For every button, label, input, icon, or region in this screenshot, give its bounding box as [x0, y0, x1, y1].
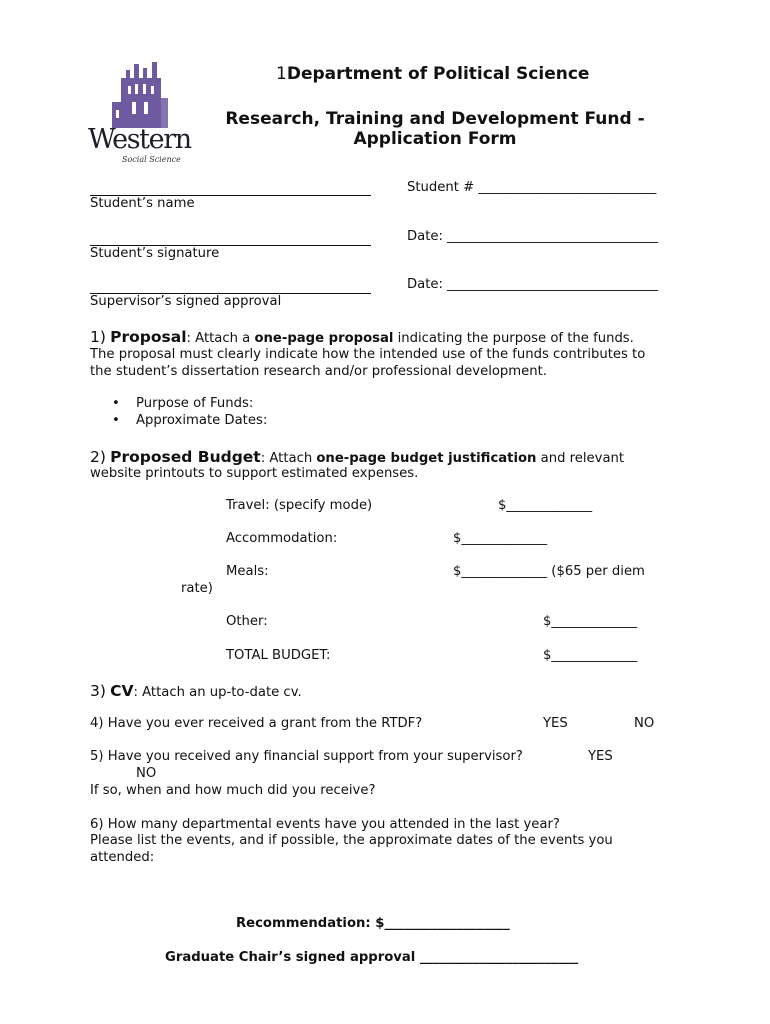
logo-wordmark: Western — [88, 124, 191, 155]
student-signature-label: Student’s signature — [90, 246, 220, 261]
student-name-label: Student’s name — [90, 196, 195, 211]
support-no-option[interactable]: NO — [136, 766, 157, 781]
total-budget-label: TOTAL BUDGET: — [226, 648, 331, 663]
form-title-line2: Application Form — [353, 129, 517, 149]
section-cv: 3) CV: Attach an up-to-date cv. — [90, 682, 302, 700]
list-item: • Purpose of Funds: — [112, 396, 254, 411]
travel-label: Travel: (specify mode) — [226, 498, 373, 513]
section-proposal: 1) Proposal: Attach a one-page proposal indicating the purpose of the funds. — [90, 328, 634, 346]
section-heading: CV — [110, 682, 134, 700]
support-followup: If so, when and how much did you receive? — [90, 783, 376, 798]
rtdf-yes-option[interactable]: YES — [543, 716, 568, 731]
list-item: • Approximate Dates: — [112, 413, 268, 428]
travel-amount-field[interactable]: $_____________ — [498, 498, 593, 513]
section-heading: Proposed Budget — [110, 448, 261, 466]
logo-subtitle: Social Science — [122, 155, 181, 164]
proposal-line2: The proposal must clearly indicate how the intended use of the funds contributes to — [90, 347, 646, 362]
proposal-line3: the student’s dissertation research and/or professional development. — [90, 364, 547, 379]
form-title-line1: Research, Training and Development Fund - — [225, 109, 645, 129]
question-rtdf-grant: 4) Have you ever received a grant from the RTDF? — [90, 716, 423, 731]
question-events-line3: attended: — [90, 850, 155, 865]
question-supervisor-support: 5) Have you received any financial support from your supervisor? — [90, 749, 523, 764]
supervisor-approval-label: Supervisor’s signed approval — [90, 294, 282, 309]
graduate-chair-approval-field[interactable]: Graduate Chair’s signed approval ________________________ — [165, 950, 579, 965]
support-yes-option[interactable]: YES — [588, 749, 613, 764]
section-budget: 2) Proposed Budget: Attach one-page budget justification and relevant — [90, 448, 625, 466]
question-events-line2: Please list the events, and if possible, the approximate dates of the events you — [90, 833, 613, 848]
section-heading: Proposal — [110, 328, 187, 346]
question-events-line1: 6) How many departmental events have you attended in the last year? — [90, 817, 560, 832]
accommodation-label: Accommodation: — [226, 531, 338, 546]
meals-amount-field[interactable]: $_____________ ($65 per diem — [453, 564, 645, 579]
meals-label: Meals: — [226, 564, 269, 579]
date-field-1[interactable]: Date: ________________________________ — [407, 229, 659, 244]
page-title — [276, 64, 589, 84]
other-label: Other: — [226, 614, 268, 629]
recommendation-field[interactable]: Recommendation: $___________________ — [236, 916, 510, 931]
student-number-field[interactable]: Student # ___________________________ — [407, 180, 657, 195]
meals-rate-text: rate) — [181, 581, 213, 596]
accommodation-amount-field[interactable]: $_____________ — [453, 531, 548, 546]
tower-icon — [88, 62, 188, 128]
date-field-2[interactable]: Date: ________________________________ — [407, 277, 659, 292]
footnote-number: 1 — [276, 64, 287, 84]
other-amount-field[interactable]: $_____________ — [543, 614, 638, 629]
total-budget-field[interactable]: $_____________ — [543, 648, 638, 663]
rtdf-no-option[interactable]: NO — [634, 716, 655, 731]
budget-line2: website printouts to support estimated expenses. — [90, 466, 419, 481]
western-logo — [88, 62, 191, 166]
department-name: Department of Political Science — [286, 64, 590, 84]
